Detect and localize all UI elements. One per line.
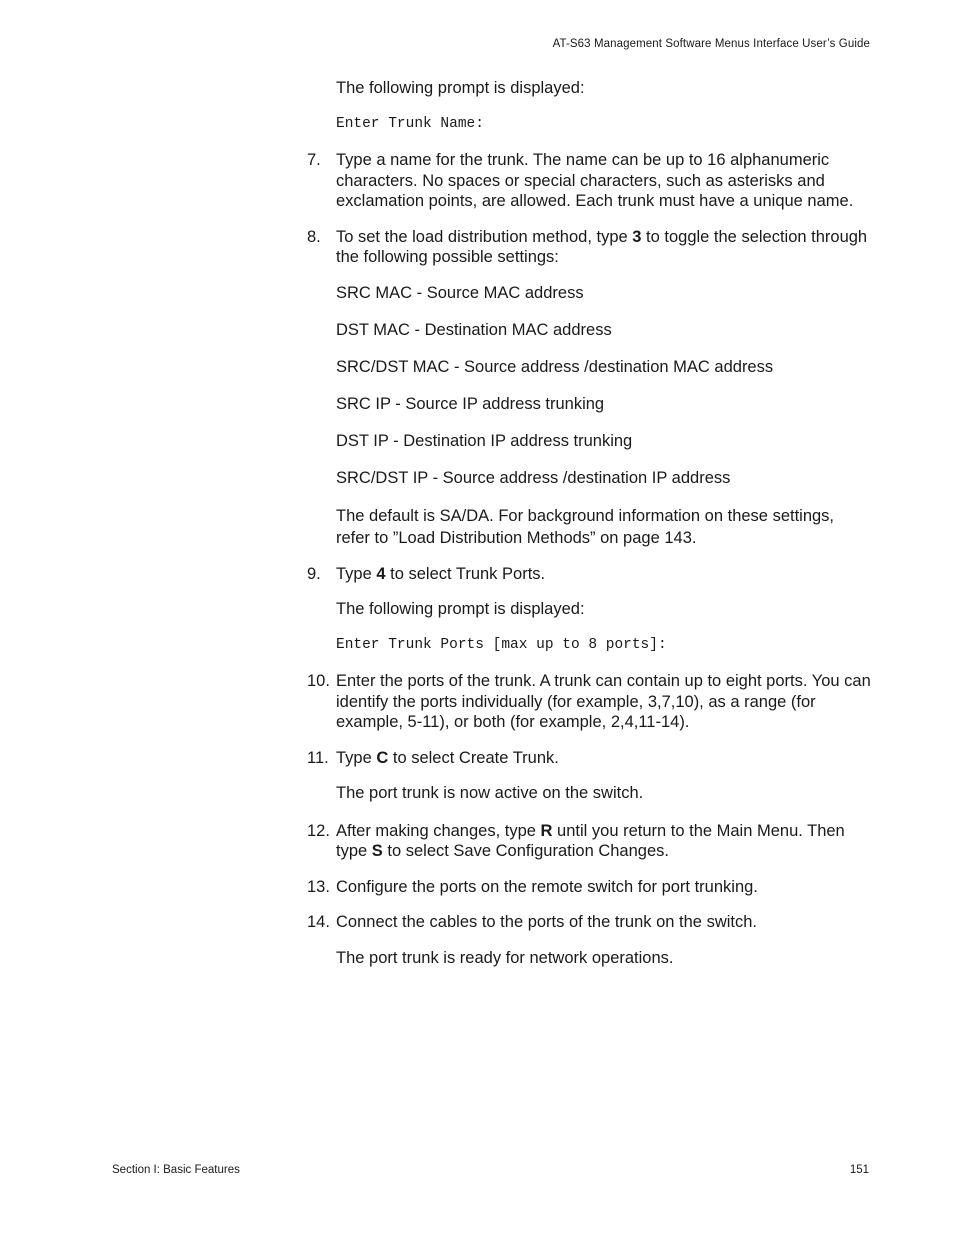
- key-s: S: [371, 842, 383, 860]
- option-src-ip: SRC IP - Source IP address trunking: [336, 394, 605, 413]
- page-content: [307, 78, 872, 983]
- step-text: To set the load distribution method, type: [336, 227, 633, 246]
- option-dst-mac: DST MAC - Destination MAC address: [336, 320, 612, 339]
- intro-prompt-text: The following prompt is displayed:: [336, 79, 585, 97]
- ready-note: The port trunk is ready for network operations.: [336, 948, 674, 967]
- step-number: 13.: [307, 877, 330, 896]
- option-src-mac: SRC MAC - Source MAC address: [336, 283, 584, 302]
- step-7: [307, 150, 872, 212]
- key-3: 3: [632, 227, 642, 246]
- option-src-dst-mac: SRC/DST MAC - Source address /destination MAC address: [336, 357, 774, 376]
- step-12: [307, 821, 872, 862]
- key-r: R: [540, 821, 553, 840]
- step-text: to select Save Configuration Changes.: [382, 842, 669, 860]
- step-text: Type: [336, 748, 377, 767]
- step-text: Type a name for the trunk. The name can be up to 16 alphanumeric characters. No spaces or special characters, such as asterisks and exclamation points, are allowed. Each trunk must have a unique name.: [336, 151, 854, 210]
- step-number: 8.: [307, 227, 321, 246]
- step-number: 11.: [307, 748, 329, 767]
- step-14: [307, 912, 872, 933]
- key-4: 4: [376, 564, 386, 583]
- page-number: 151: [849, 1164, 869, 1176]
- step-11: [307, 748, 872, 769]
- footer-section: Section I: Basic Features: [112, 1164, 240, 1176]
- step-text: Enter the ports of the trunk. A trunk can contain up to eight ports. You can identify the ports individually (for example, 3,7,10), as a range (for example, 5-11), or both (for example, 2,4,11-14).: [336, 672, 871, 731]
- step-text: Configure the ports on the remote switch for port trunking.: [336, 877, 758, 896]
- step-number: 10.: [307, 672, 330, 690]
- step-8: [307, 227, 872, 268]
- step-text: to select Create Trunk.: [388, 748, 559, 767]
- step-13: [307, 877, 872, 898]
- prompt-displayed-text: The following prompt is displayed:: [336, 600, 585, 618]
- step-number: 14.: [307, 913, 330, 931]
- option-src-dst-ip: SRC/DST IP - Source address /destination IP address: [336, 468, 731, 487]
- trunk-ports-prompt: Enter Trunk Ports [max up to 8 ports]:: [336, 636, 667, 653]
- key-c: C: [376, 748, 389, 767]
- running-header: AT-S63 Management Software Menus Interface User’s Guide: [552, 38, 870, 50]
- step-10: [307, 671, 872, 733]
- step-text: Connect the cables to the ports of the trunk on the switch.: [336, 913, 757, 931]
- step-number: 9.: [307, 564, 321, 583]
- step-text: to toggle the selection through the following possible settings:: [336, 227, 868, 266]
- active-note: The port trunk is now active on the switch.: [336, 784, 644, 802]
- step-number: 7.: [307, 151, 321, 169]
- step-text: After making changes, type: [336, 821, 541, 840]
- step-text: to select Trunk Ports.: [385, 564, 546, 583]
- trunk-name-prompt: Enter Trunk Name:: [336, 115, 484, 132]
- step-text: Type: [336, 564, 377, 583]
- step-number: 12.: [307, 821, 330, 840]
- step-9: [307, 564, 872, 585]
- step-text: until you return to the Main Menu. Then type: [336, 821, 845, 860]
- option-dst-ip: DST IP - Destination IP address trunking: [336, 431, 633, 450]
- default-note: The default is SA/DA. For background information on these settings, refer to ”Load Distribution Methods” on page 143.: [336, 506, 835, 547]
